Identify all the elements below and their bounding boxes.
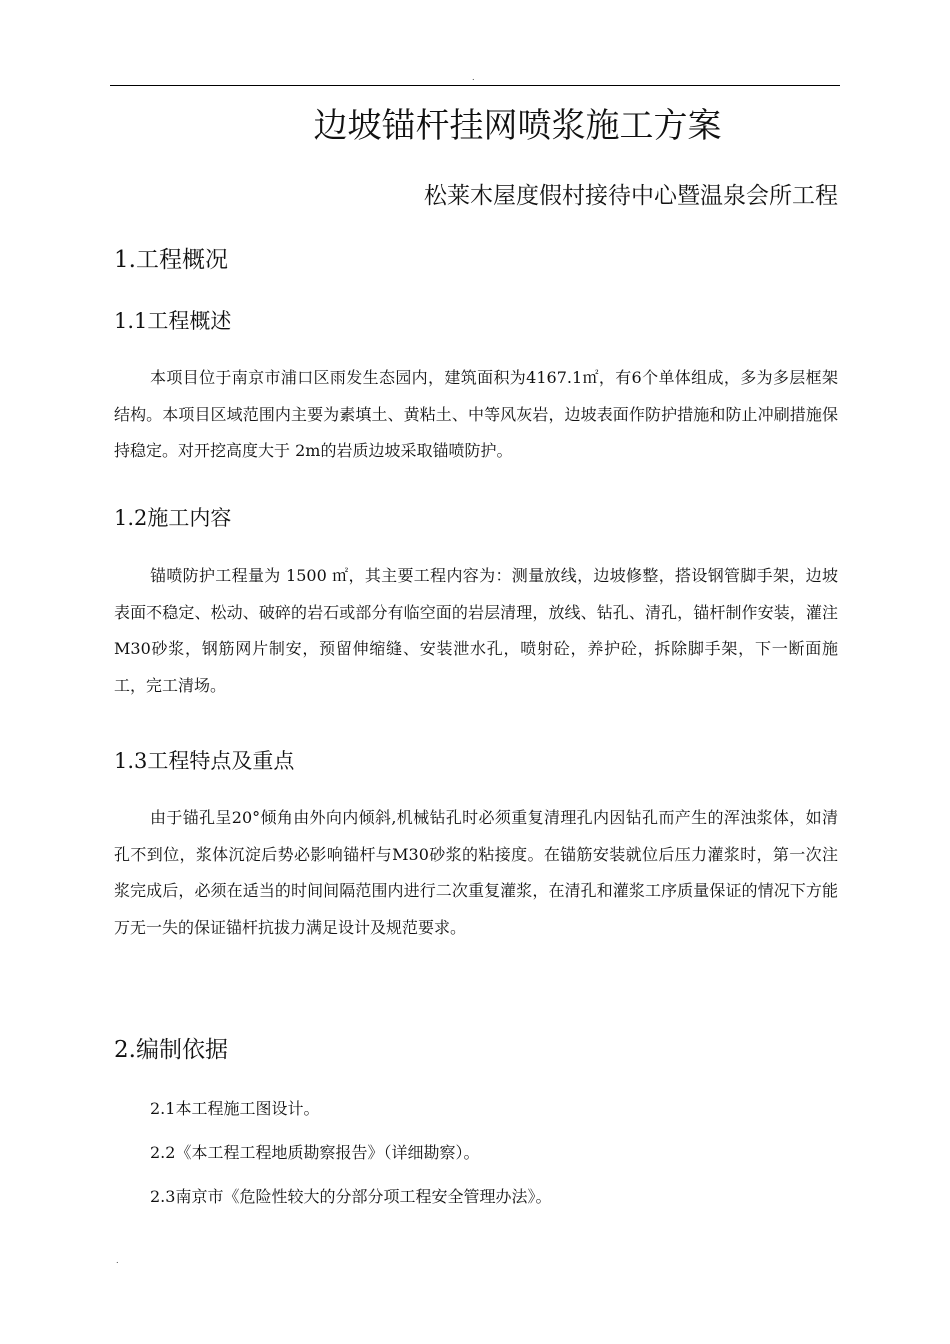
header-rule	[110, 85, 840, 86]
section-1-2-paragraph: 锚喷防护工程量为 1500 ㎡，其主要工程内容为：测量放线，边坡修整，搭设钢管脚手架，边坡表面不稳定、松动、破碎的岩石或部分有临空面的岩层清理，放线、钻孔、清孔，锚杆制作安装，灌注M30砂浆，钢筋网片制安，预留伸缩缝、安装泄水孔，喷射砼，养护砼，拆除脚手架，下一断面施工，完工清场。	[114, 566, 838, 695]
section-1-heading: 1.工程概况	[114, 247, 228, 273]
basis-item: 2.1本工程施工图设计。	[150, 1099, 320, 1118]
section-1-2-heading: 1.2施工内容	[114, 506, 232, 530]
document-title: 边坡锚杆挂网喷浆施工方案	[313, 106, 722, 146]
section-2-heading: 2.编制依据	[114, 1037, 228, 1063]
section-1-1-heading: 1.1工程概述	[114, 309, 232, 333]
header-mark: .	[472, 73, 475, 82]
project-name: 松莱木屋度假村接待中心暨温泉会所工程	[424, 183, 838, 209]
section-1-3-heading: 1.3工程特点及重点	[114, 749, 295, 773]
section-1-1-paragraph: 本项目位于南京市浦口区雨发生态园内，建筑面积为4167.1㎡，有6个单体组成，多为多层框架结构。本项目区域范围内主要为素填土、黄粘土、中等风灰岩，边坡表面作防护措施和防止冲刷措施保持稳定。对开挖高度大于 2m的岩质边坡采取锚喷防护。	[114, 368, 838, 460]
section-1-3-paragraph: 由于锚孔呈20°倾角由外向内倾斜,机械钻孔时必须重复清理孔内因钻孔而产生的浑浊浆体，如清孔不到位，浆体沉淀后势必影响锚杆与M30砂浆的粘接度。在锚筋安装就位后压力灌浆时，第一次注浆完成后，必须在适当的时间间隔范围内进行二次重复灌浆，在清孔和灌浆工序质量保证的情况下方能万无一失的保证锚杆抗拔力满足设计及规范要求。	[114, 808, 838, 937]
basis-item: 2.3南京市《危险性较大的分部分项工程安全管理办法》。	[150, 1187, 552, 1206]
basis-item: 2.2《本工程工程地质勘察报告》（详细勘察）。	[150, 1143, 480, 1162]
footer-mark: .	[116, 1256, 119, 1265]
